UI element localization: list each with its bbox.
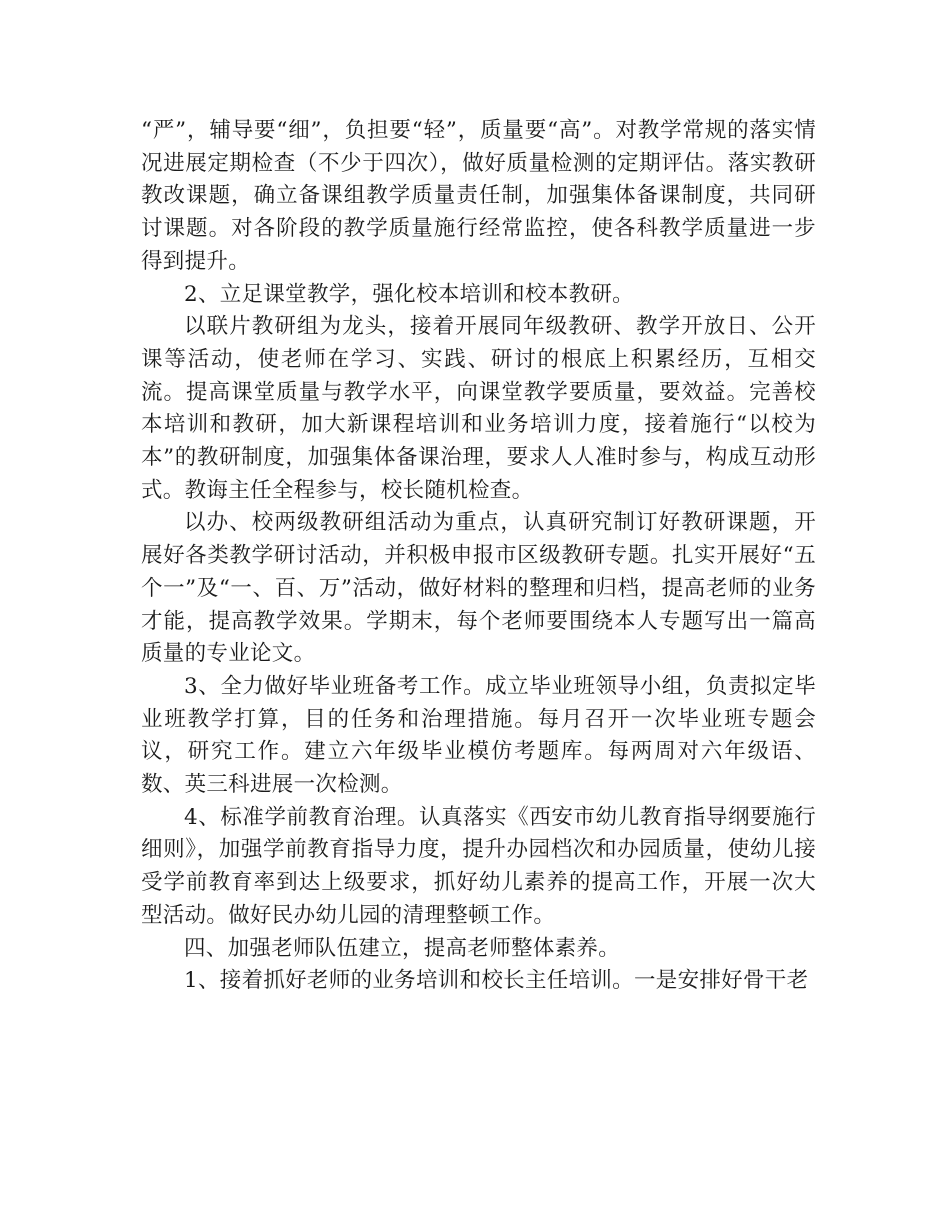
paragraph-heading-classroom-teaching: 2、立足课堂教学，强化校本培训和校本教研。 xyxy=(184,281,634,307)
paragraph-joint-research-group: 以联片教研组为龙头，接着开展同年级教研、教学开放日、公开课等活动，使老师在学习、实践、研讨的根底上积累经历，互相交流。提高课堂质量与教学水平，向课堂教学要质量，要效益。完善校本培训和教研，加大新课程培训和业务培训力度，接着施行“以校为本”的教研制度，加强集体备课治理，要求人人准时参与，构成互动形式。教诲主任全程参与，校长随机检查。 xyxy=(141,314,816,503)
document-body xyxy=(141,115,816,998)
paragraph-preschool-management: 4、标准学前教育治理。认真落实《西安市幼儿教育指导纲要施行细则》，加强学前教育指导力度，提升办园档次和办园质量，使幼儿接受学前教育率到达上级要求，抓好幼儿素养的提高工作，开展一次大型活动。做好民办幼儿园的清理整顿工作。 xyxy=(141,804,816,928)
paragraph-graduating-class-preparation: 3、全力做好毕业班备考工作。成立毕业班领导小组，负责拟定毕业班教学打算，目的任务和治理措施。每月召开一次毕业班专题会议，研究工作。建立六年级毕业模仿考题库。每两周对六年级语、数、英三科进展一次检测。 xyxy=(141,673,816,798)
paragraph-heading-teacher-team: 四、加强老师队伍建立，提高老师整体素养。 xyxy=(184,935,621,961)
paragraph-research-group-activities: 以办、校两级教研组活动为重点，认真研究制订好教研课题，开展好各类教学研讨活动，并积极申报市区级教研专题。扎实开展好“五个一”及“一、百、万”活动，做好材料的整理和归档，提高老师的业务才能，提高教学效果。学期末，每个老师要围绕本人专题写出一篇高质量的专业论文。 xyxy=(141,510,816,667)
paragraph-quality-requirements: “严”，辅导要“细”，负担要“轻”，质量要“高”。对教学常规的落实情况进展定期检查（不少于四次），做好质量检测的定期评估。落实教研教改课题，确立备课组教学质量责任制，加强集体备课制度，共同研讨课题。对各阶段的教学质量施行经常监控，使各科教学质量进一步得到提升。 xyxy=(141,118,816,274)
paragraph-teacher-training: 1、接着抓好老师的业务培训和校长主任培训。一是安排好骨干老 xyxy=(184,968,809,994)
